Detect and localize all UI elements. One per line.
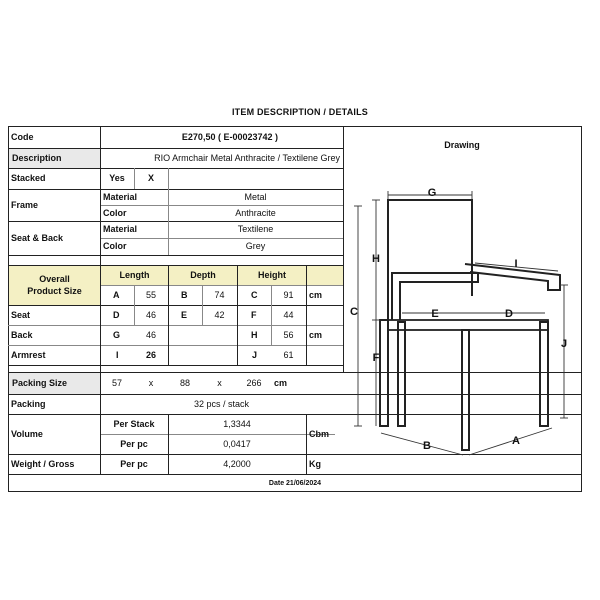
depth-header: Depth xyxy=(169,266,237,285)
h-value: 56 xyxy=(283,329,294,340)
packing-size-x2: x xyxy=(217,378,222,388)
description-label: Description xyxy=(9,149,100,168)
height-header-spacer xyxy=(307,266,343,285)
volume-unit: Cbm xyxy=(309,428,329,439)
volume-per-stack-label: Per Stack xyxy=(113,418,155,429)
code-label: Code xyxy=(11,131,34,142)
f-label: F xyxy=(251,309,257,320)
volume-per-pc: 0,0417 xyxy=(223,438,251,449)
dim-label-h: H xyxy=(372,253,380,265)
page-title: ITEM DESCRIPTION / DETAILS xyxy=(231,107,369,117)
packing-size-label: Packing Size xyxy=(9,373,100,394)
date-label: Date 21/06/2024 xyxy=(268,479,322,487)
seat-back-material-label: Material xyxy=(103,224,138,234)
weight-label: Weight / Gross xyxy=(11,458,75,469)
g-label: G xyxy=(113,329,121,340)
a-value: 55 xyxy=(145,289,156,300)
a-label: A xyxy=(113,289,120,300)
packing-value: 32 pcs / stack xyxy=(193,398,250,409)
stacked-label: Stacked xyxy=(11,173,46,183)
length-header: Length xyxy=(101,266,168,285)
stacked-yes: Yes xyxy=(109,173,125,183)
dim-label-g: G xyxy=(427,187,437,199)
volume-per-pc-label: Per pc xyxy=(120,438,148,449)
divider xyxy=(8,255,343,256)
e-value: 42 xyxy=(214,309,225,320)
e-label: E xyxy=(181,309,188,320)
dim-label-b: B xyxy=(423,440,431,452)
g-value: 46 xyxy=(145,329,156,340)
b-value: 74 xyxy=(214,289,225,300)
size-unit-2: cm xyxy=(309,329,323,340)
back-label: Back xyxy=(11,329,33,340)
dim-label-i: I xyxy=(514,258,518,270)
frame-color-label: Color xyxy=(103,207,127,218)
seat-back-color: Grey xyxy=(245,241,266,251)
c-value: 91 xyxy=(283,289,294,300)
seat-back-label: Seat & Back xyxy=(11,232,64,243)
j-value: 61 xyxy=(283,349,294,360)
height-header: Height xyxy=(238,266,306,285)
h-label: H xyxy=(251,329,258,340)
packing-size-unit: cm xyxy=(274,378,288,388)
divider xyxy=(343,126,344,372)
volume-per-stack: 1,3344 xyxy=(223,418,251,429)
packing-size-width: 88 xyxy=(179,378,190,388)
volume-label: Volume xyxy=(11,428,43,439)
size-unit: cm xyxy=(309,289,323,300)
dim-label-j: J xyxy=(560,338,568,350)
d-value: 46 xyxy=(145,309,156,320)
dim-label-c: C xyxy=(350,306,358,318)
dim-label-f: F xyxy=(372,352,380,364)
seat-back-color-label: Color xyxy=(103,241,127,251)
seat-label: Seat xyxy=(11,309,31,320)
overall-size-label: Overall Product Size xyxy=(9,266,100,305)
frame-material: Metal xyxy=(244,191,267,202)
i-label: I xyxy=(116,349,119,360)
divider xyxy=(168,168,169,189)
frame-label: Frame xyxy=(11,199,39,210)
frame-color: Anthracite xyxy=(235,207,276,218)
b-label: B xyxy=(181,289,188,300)
seat-back-material: Textilene xyxy=(237,224,274,234)
drawing-title: Drawing xyxy=(444,140,480,150)
packing-size-x1: x xyxy=(148,378,154,388)
armrest-label: Armrest xyxy=(11,349,46,360)
code-value: E270,50 ( E-00023742 ) xyxy=(181,131,278,142)
packing-label: Packing xyxy=(11,398,46,409)
divider xyxy=(8,365,343,366)
d-label: D xyxy=(113,309,120,320)
c-label: C xyxy=(251,289,258,300)
j-label: J xyxy=(252,349,258,360)
dim-label-d: D xyxy=(505,308,513,320)
packing-size-height: 266 xyxy=(246,378,262,388)
description-value: RIO Armchair Metal Anthracite / Textilene Grey xyxy=(154,152,340,163)
stacked-mark: X xyxy=(147,173,154,183)
packing-size-length: 57 xyxy=(111,378,122,388)
weight-per-pc: 4,2000 xyxy=(223,458,251,469)
f-value: 44 xyxy=(283,309,294,320)
i-value: 26 xyxy=(145,349,156,360)
dim-label-a: A xyxy=(512,435,520,447)
weight-per-pc-label: Per pc xyxy=(120,458,148,469)
weight-unit: Kg xyxy=(309,458,321,469)
frame-material-label: Material xyxy=(103,191,138,202)
dim-label-e: E xyxy=(431,308,439,320)
